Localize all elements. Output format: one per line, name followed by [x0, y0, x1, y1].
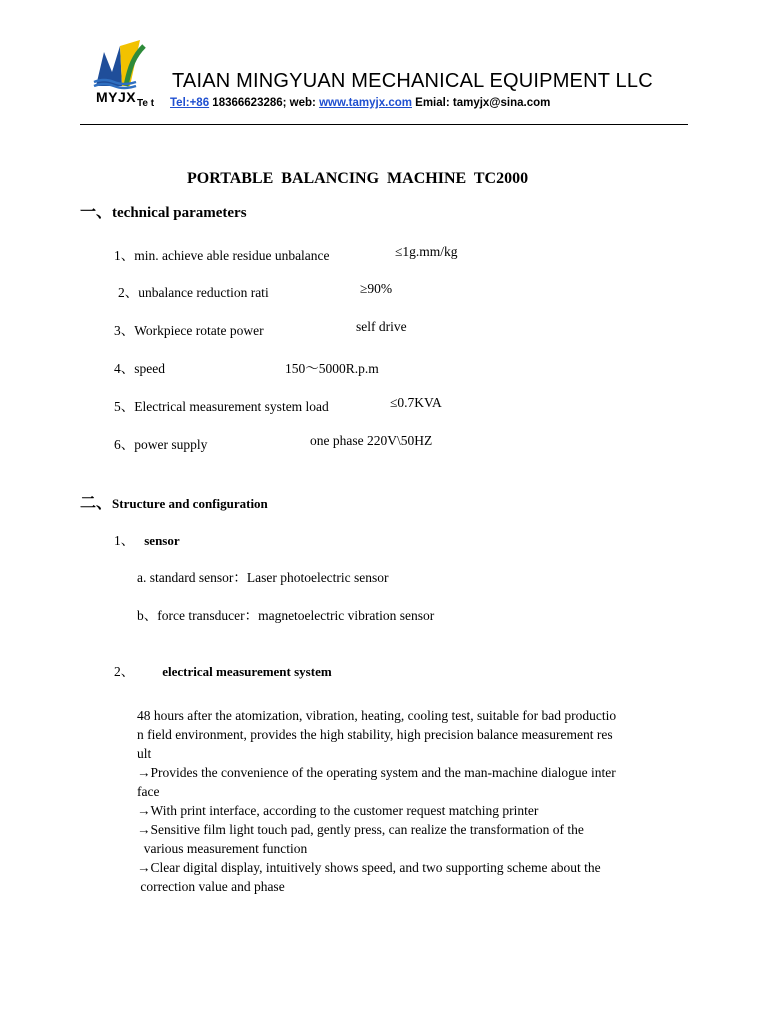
- paragraph-line: →With print interface, according to the customer request matching printer: [137, 803, 539, 818]
- contact-line: [170, 97, 550, 109]
- subsection-2-heading: [114, 660, 332, 681]
- param-2-label: 2、unbalance reduction rati: [118, 285, 269, 300]
- header-divider: [80, 124, 688, 125]
- web-link[interactable]: www.tamyjx.com: [319, 97, 412, 109]
- section-2-title: Structure and configuration: [112, 496, 268, 511]
- paragraph-line: correction value and phase: [137, 879, 285, 894]
- section-2-marker: 二、: [80, 495, 113, 512]
- email-text: Emial: tamyjx@sina.com: [411, 97, 551, 109]
- subsection-1-heading: [114, 529, 180, 550]
- param-5-value: ≤0.7KVA: [390, 395, 442, 410]
- tel-number: 18366623286; web:: [209, 97, 320, 109]
- param-4-value: 150～5000R.p.m: [285, 361, 379, 376]
- paragraph-line: n field environment, provides the high stability, high precision balance measurement res: [137, 727, 613, 742]
- param-3-value: self drive: [356, 319, 407, 334]
- section-1-title: technical parameters: [112, 205, 247, 221]
- subsection-1-number: 1、: [114, 533, 135, 548]
- subsection-2-title: electrical measurement system: [162, 664, 332, 679]
- measurement-system-paragraph: [137, 706, 697, 896]
- tel-link[interactable]: Tel:+86: [170, 97, 210, 109]
- param-3-label: 3、Workpiece rotate power: [114, 323, 264, 338]
- company-name: TAIAN MINGYUAN MECHANICAL EQUIPMENT LLC: [172, 70, 653, 92]
- paragraph-line: →Sensitive film light touch pad, gently press, can realize the transformation of the: [137, 822, 584, 837]
- section-1-heading: [80, 199, 247, 222]
- subsection-2-number: 2、: [114, 664, 135, 679]
- paragraph-line: face: [137, 784, 160, 799]
- paragraph-line: →Provides the convenience of the operating system and the man-machine dialogue inter: [137, 765, 616, 780]
- param-4-label: 4、speed: [114, 361, 165, 376]
- paragraph-line: →Clear digital display, intuitively shows speed, and two supporting scheme about the: [137, 860, 601, 875]
- section-1-marker: 一、: [80, 204, 113, 221]
- document-title: PORTABLE BALANCING MACHINE TC2000: [187, 170, 529, 187]
- sensor-item-a: a. standard sensor：Laser photoelectric sensor: [137, 570, 389, 585]
- param-6-value: one phase 220V\50HZ: [310, 433, 433, 448]
- param-6-label: 6、power supply: [114, 437, 208, 452]
- paragraph-line: ult: [137, 746, 152, 761]
- subsection-1-title: sensor: [144, 533, 180, 548]
- section-2-heading: [80, 490, 268, 513]
- param-5-label: 5、Electrical measurement system load: [114, 399, 329, 414]
- param-2-value: ≥90%: [360, 281, 393, 296]
- paragraph-line: 48 hours after the atomization, vibration, heating, cooling test, suitable for bad productio: [137, 708, 617, 723]
- paragraph-line: various measurement function: [137, 841, 308, 856]
- logo-text: MYJX: [96, 89, 137, 105]
- param-1-label: 1、min. achieve able residue unbalance: [114, 248, 330, 263]
- param-1-value: ≤1g.mm/kg: [395, 244, 458, 259]
- logo-subtext: Te t: [137, 98, 155, 109]
- sensor-item-b: b、force transducer：magnetoelectric vibration sensor: [137, 608, 435, 623]
